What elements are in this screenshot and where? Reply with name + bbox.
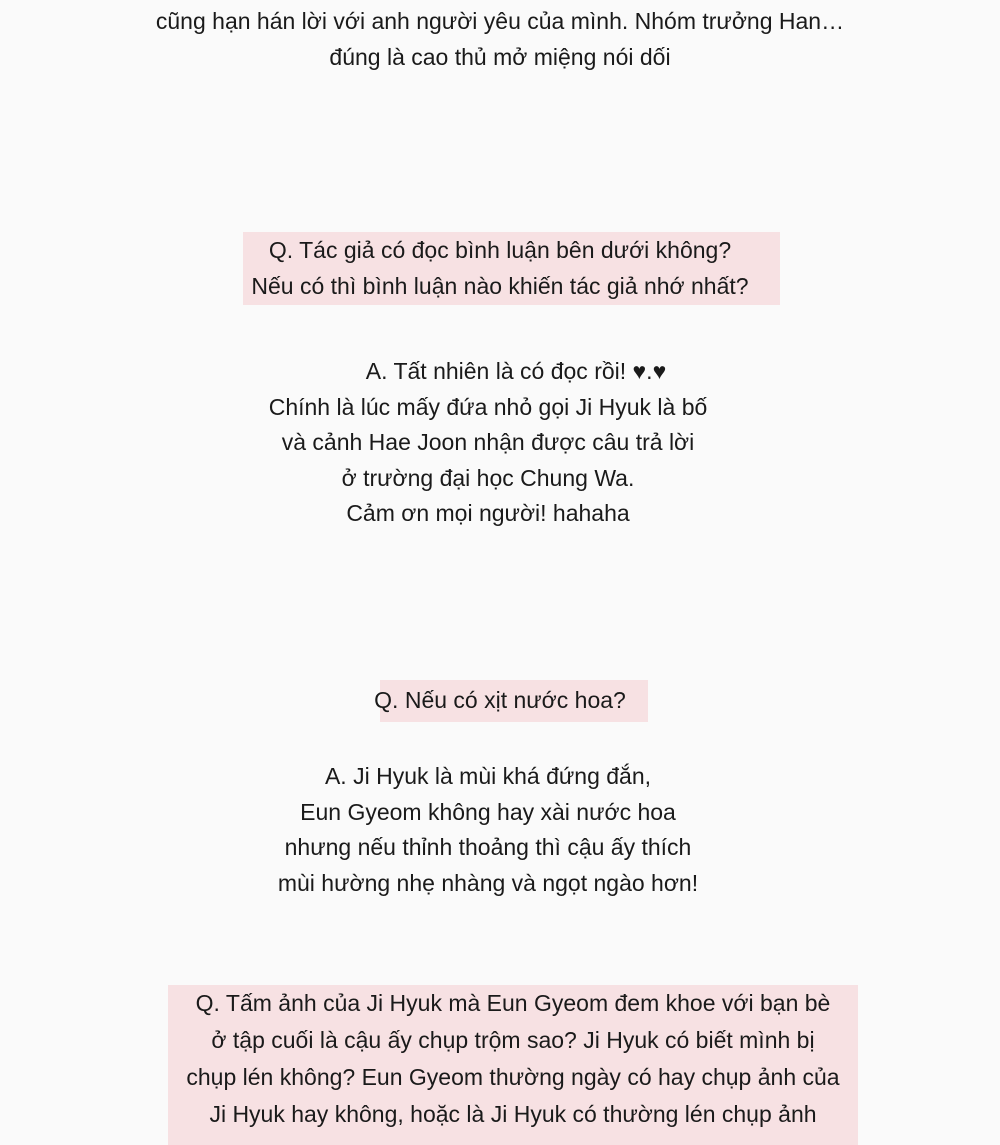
question-line: Ji Hyuk hay không, hoặc là Ji Hyuk có thường lén chụp ảnh — [209, 1101, 817, 1127]
answer-line: A. Ji Hyuk là mùi khá đứng đắn, — [324, 763, 652, 789]
answer-line: Eun Gyeom không hay xài nước hoa — [300, 798, 676, 825]
question-line: ở tập cuối là cậu ấy chụp trộm sao? Ji Hyuk có biết mình bị — [211, 1027, 815, 1053]
answer-1 — [0, 354, 988, 532]
question-line: Q. Tác giả có đọc bình luận bên dưới không? — [268, 237, 732, 263]
answer-line: và cảnh Hae Joon nhận được câu trả lời — [281, 429, 695, 455]
intro-text — [0, 4, 1000, 75]
answer-line: nhưng nếu thỉnh thoảng thì cậu ấy thích — [284, 834, 692, 860]
answer-2 — [0, 759, 988, 901]
question-1 — [0, 233, 1000, 304]
intro-line: đúng là cao thủ mở miệng nói dối — [329, 43, 671, 70]
question-3 — [13, 985, 1000, 1133]
question-line: Q. Nếu có xịt nước hoa? — [374, 687, 626, 713]
answer-line: mùi hường nhẹ nhàng và ngọt ngào hơn! — [277, 869, 699, 896]
answer-line: Cảm ơn mọi người! hahaha — [346, 500, 630, 526]
question-line: chụp lén không? Eun Gyeom thường ngày có hay chụp ảnh của — [186, 1064, 840, 1090]
answer-line: ở trường đại học Chung Wa. — [341, 464, 635, 491]
question-2 — [0, 683, 1000, 719]
question-line: Nếu có thì bình luận nào khiến tác giả nhớ nhất? — [251, 272, 749, 299]
intro-line: cũng hạn hán lời với anh người yêu của mình. Nhóm trưởng Han… — [155, 8, 845, 34]
answer-line: Chính là lúc mấy đứa nhỏ gọi Ji Hyuk là bố — [268, 393, 708, 420]
answer-line: A. Tất nhiên là có đọc rồi! ♥.♥ — [365, 358, 667, 384]
question-line: Q. Tấm ảnh của Ji Hyuk mà Eun Gyeom đem khoe với bạn bè — [195, 990, 831, 1016]
